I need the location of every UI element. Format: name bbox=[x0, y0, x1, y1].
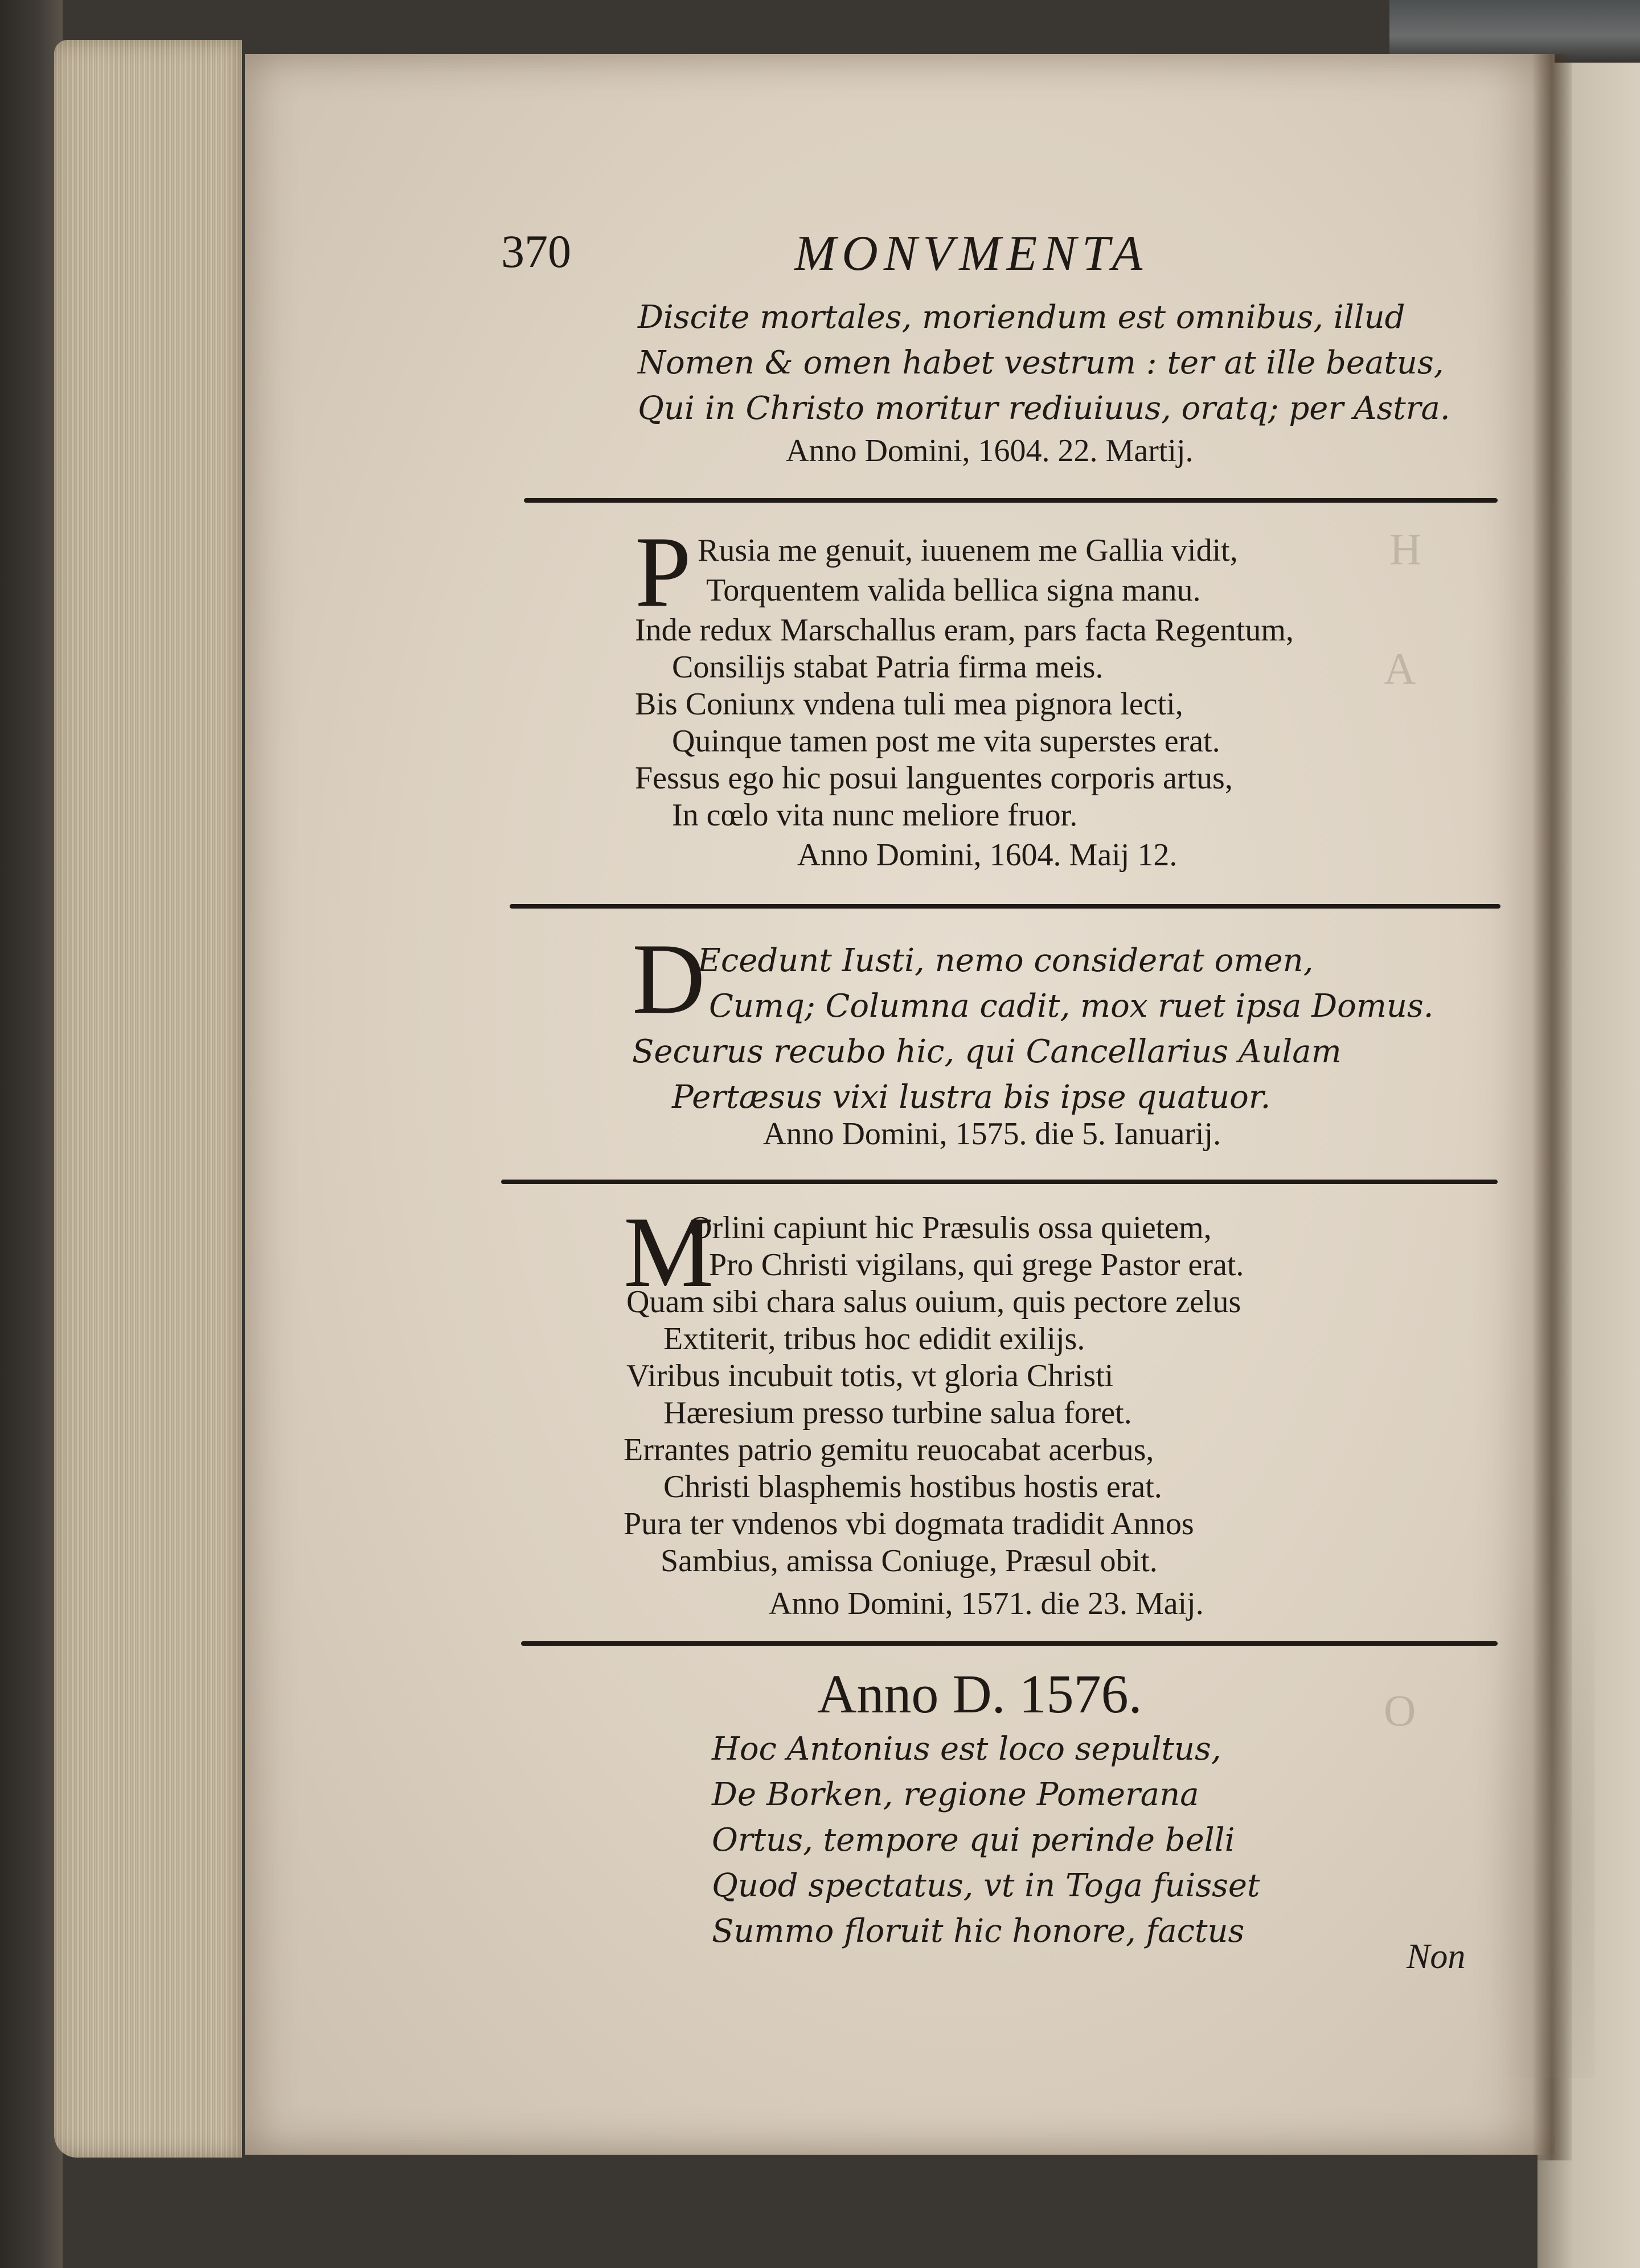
verse-line: Consilijs stabat Patria firma meis. bbox=[672, 650, 1104, 685]
verse-line: Summo floruit hic honore, factus bbox=[712, 1913, 1245, 1950]
show-through-glyph: O bbox=[1384, 1686, 1416, 1735]
verse-line: Qui in Christo moritur rediuiuus, oratq; per Astra. bbox=[638, 390, 1450, 427]
verse-line: Quinque tamen post me vita superstes erat. bbox=[672, 724, 1220, 759]
epitaph-date: Anno Domini, 1604. 22. Martij. bbox=[786, 433, 1194, 469]
verse-line: Viribus incubuit totis, vt gloria Christi bbox=[626, 1358, 1114, 1394]
section-rule bbox=[501, 1180, 1498, 1184]
section-rule bbox=[524, 498, 1498, 503]
drop-initial: M bbox=[624, 1195, 714, 1308]
verse-line: Extiterit, tribus hoc edidit exilijs. bbox=[663, 1321, 1085, 1357]
running-head: MONVMENTA bbox=[794, 226, 1149, 281]
verse-line: Pro Christi vigilans, qui grege Pastor erat. bbox=[709, 1247, 1244, 1283]
verse-line: Hoc Antonius est loco sepultus, bbox=[712, 1731, 1221, 1768]
section-rule bbox=[510, 904, 1500, 909]
verse-line: Ecedunt Iusti, nemo considerat omen, bbox=[698, 942, 1314, 979]
verse-line: In cœlo vita nunc meliore fruor. bbox=[672, 798, 1078, 833]
verse-line: Quam sibi chara salus ouium, quis pectore zelus bbox=[626, 1284, 1241, 1320]
verse-line: De Borken, regione Pomerana bbox=[712, 1776, 1199, 1813]
verse-line: Orlini capiunt hic Præsulis ossa quietem, bbox=[689, 1210, 1212, 1246]
epitaph-date: Anno Domini, 1604. Maij 12. bbox=[797, 837, 1178, 873]
verse-line: Discite mortales, moriendum est omnibus, illud bbox=[638, 299, 1405, 336]
verse-line: Errantes patrio gemitu reuocabat acerbus, bbox=[624, 1432, 1154, 1468]
verse-line: Christi blasphemis hostibus hostis erat. bbox=[663, 1469, 1162, 1505]
verse-line: Bis Coniunx vndena tuli mea pignora lecti, bbox=[635, 687, 1183, 722]
verse-line: Nomen & omen habet vestrum : ter at ille beatus, bbox=[638, 344, 1444, 381]
verse-line: Quod spectatus, vt in Toga fuisset bbox=[712, 1867, 1260, 1904]
page-number: 370 bbox=[501, 225, 571, 277]
section-rule bbox=[521, 1641, 1498, 1646]
verse-line: Securus recubo hic, qui Cancellarius Aulam bbox=[632, 1033, 1342, 1070]
show-through-glyph: H bbox=[1389, 524, 1422, 574]
verse-line: Ortus, tempore qui perinde belli bbox=[712, 1822, 1235, 1859]
verse-line: Pura ter vndenos vbi dogmata tradidit Annos bbox=[624, 1506, 1194, 1542]
book-cover-edge bbox=[0, 0, 63, 2268]
verse-line: Inde redux Marschallus eram, pars facta Regentum, bbox=[635, 613, 1294, 648]
show-through bbox=[1481, 1509, 1594, 2078]
show-through-glyph: A bbox=[1384, 644, 1416, 693]
catchword: Non bbox=[1407, 1937, 1466, 1976]
verse-line: Pertæsus vixi lustra bis ipse quatuor. bbox=[672, 1079, 1271, 1116]
verse-line: Hæresium presso turbine salua foret. bbox=[663, 1395, 1132, 1431]
verse-line: Sambius, amissa Coniuge, Præsul obit. bbox=[661, 1543, 1158, 1579]
year-heading: Anno D. 1576. bbox=[817, 1663, 1142, 1724]
verse-line: Cumq; Columna cadit, mox ruet ipsa Domus. bbox=[709, 988, 1434, 1025]
verse-line: Torquentem valida bellica signa manu. bbox=[706, 573, 1201, 608]
binding-corner bbox=[1389, 0, 1640, 60]
epitaph-date: Anno Domini, 1571. die 23. Maij. bbox=[769, 1586, 1204, 1621]
drop-initial: P bbox=[635, 515, 691, 628]
page-fore-edge bbox=[54, 40, 242, 2158]
drop-initial: D bbox=[632, 922, 706, 1035]
epitaph-date: Anno Domini, 1575. die 5. Ianuarij. bbox=[763, 1116, 1221, 1152]
verse-line: Rusia me genuit, iuuenem me Gallia vidit, bbox=[698, 533, 1238, 568]
verse-line: Fessus ego hic posui languentes corporis artus, bbox=[635, 761, 1233, 796]
